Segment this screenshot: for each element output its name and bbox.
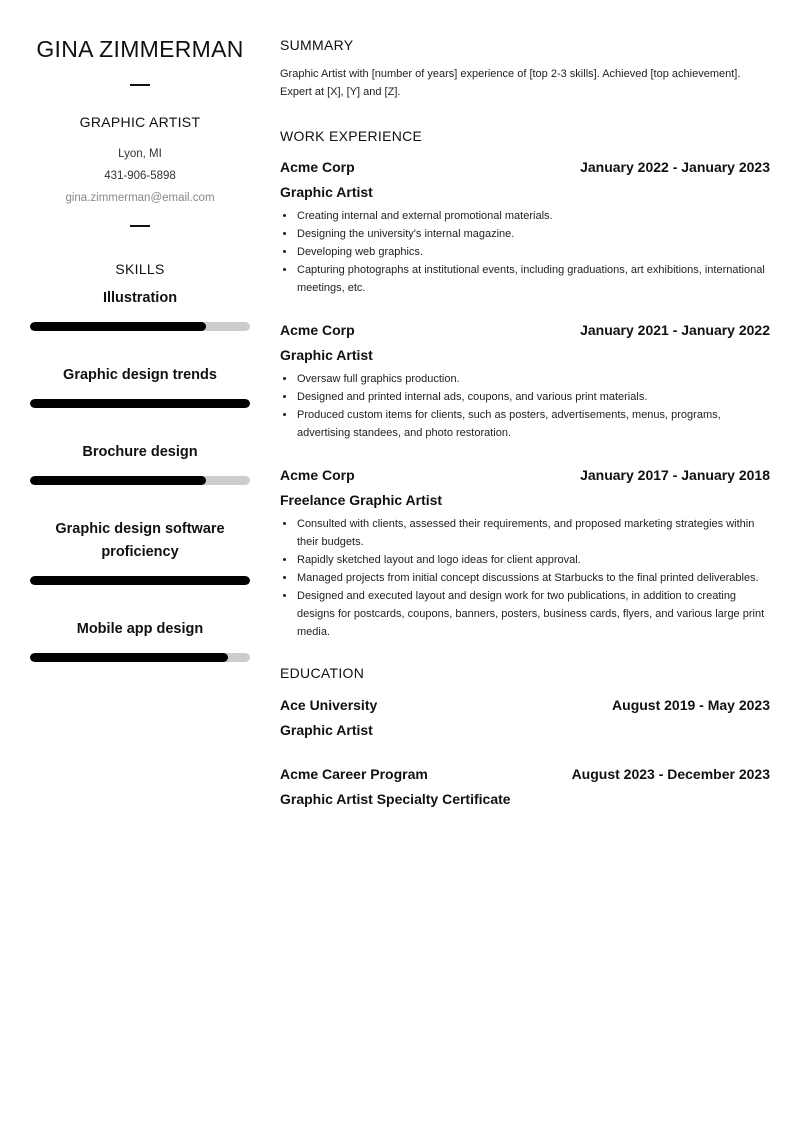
skill-bar — [30, 322, 250, 331]
company-name: Acme Corp — [280, 467, 355, 483]
location: Lyon, MI — [118, 148, 162, 160]
bullet-item: • Produced custom items for clients, such as posters, advertisements, menus, programs, advertising standees, and photo restoration. — [296, 406, 770, 442]
bullet-item: • Managed projects from initial concept discussions at Starbucks to the final printed deliverables. — [296, 569, 770, 587]
skill-name: Mobile app design — [76, 621, 204, 637]
skill-bar-fill — [30, 476, 206, 485]
bullet-item: • Designed and printed internal ads, coupons, and various print materials. — [296, 388, 770, 406]
job-dates: January 2017 - January 2018 — [580, 467, 770, 483]
main-content — [280, 0, 770, 808]
school-name: Acme Career Program — [280, 766, 428, 782]
skills-heading: SKILLS — [115, 261, 165, 277]
candidate-name: GINA ZIMMERMAN — [36, 36, 244, 62]
skill-bar-fill — [30, 576, 250, 585]
phone: 431-906-5898 — [104, 170, 176, 182]
skill-bar — [30, 653, 250, 662]
summary-heading: SUMMARY — [280, 37, 354, 53]
bullet-item: • Consulted with clients, assessed their requirements, and proposed marketing strategies within their budgets. — [296, 515, 770, 551]
job-role: Graphic Artist — [280, 347, 373, 363]
job-role: Graphic Artist — [280, 184, 373, 200]
job-entry — [280, 158, 770, 297]
degree: Graphic Artist — [280, 722, 373, 738]
job-title: GRAPHIC ARTIST — [79, 114, 201, 130]
skill-bar — [30, 576, 250, 585]
divider — [130, 84, 150, 86]
bullet-item: • Capturing photographs at institutional events, including graduations, art exhibitions, international meetings, etc. — [296, 261, 770, 297]
job-role: Freelance Graphic Artist — [280, 492, 443, 508]
job-dates: January 2022 - January 2023 — [580, 159, 770, 175]
divider — [130, 225, 150, 227]
education-entry — [280, 696, 770, 739]
skill-bar — [30, 399, 250, 408]
skill-item — [30, 518, 250, 585]
skill-item — [30, 441, 250, 485]
work-experience-heading: WORK EXPERIENCE — [280, 128, 423, 144]
email: gina.zimmerman@email.com — [65, 192, 215, 204]
company-name: Acme Corp — [280, 322, 355, 338]
skill-bar — [30, 476, 250, 485]
skill-item — [30, 618, 250, 662]
skill-name: Brochure design — [82, 444, 198, 460]
bullet-item: • Designed and executed layout and design work for two publications, in addition to creating designs for postcards, coupons, banners, posters, business cards, flyers, and various large print media. — [296, 587, 770, 641]
job-entry — [280, 321, 770, 442]
school-name: Ace University — [280, 697, 378, 713]
bullet-item: • Developing web graphics. — [296, 243, 770, 261]
skill-bar-fill — [30, 322, 206, 331]
skill-bar-fill — [30, 399, 250, 408]
job-dates: January 2021 - January 2022 — [580, 322, 770, 338]
bullet-item: • Rapidly sketched layout and logo ideas for client approval. — [296, 551, 770, 569]
skill-bar-fill — [30, 653, 228, 662]
job-entry — [280, 466, 770, 641]
contact-info — [30, 143, 250, 209]
job-bullets — [280, 515, 770, 641]
skill-item — [30, 287, 250, 331]
job-bullets — [280, 370, 770, 442]
sidebar — [30, 0, 250, 662]
skill-name: Graphic design software proficiency — [55, 521, 225, 560]
summary-text: Graphic Artist with [number of years] experience of [top 2-3 skills]. Achieved [top achievement]. Expert at [X], [Y] and [Z]. — [280, 68, 741, 98]
bullet-item: • Creating internal and external promotional materials. — [296, 207, 770, 225]
education-heading: EDUCATION — [280, 665, 365, 681]
degree: Graphic Artist Specialty Certificate — [280, 791, 511, 807]
job-bullets — [280, 207, 770, 297]
bullet-item: • Oversaw full graphics production. — [296, 370, 770, 388]
skills-list — [30, 287, 250, 662]
bullet-item: • Designing the university's internal magazine. — [296, 225, 770, 243]
skill-item — [30, 364, 250, 408]
skill-name: Graphic design trends — [63, 367, 217, 383]
company-name: Acme Corp — [280, 159, 355, 175]
skill-name: Illustration — [102, 290, 178, 306]
education-dates: August 2019 - May 2023 — [612, 697, 770, 713]
education-dates: August 2023 - December 2023 — [571, 766, 770, 782]
education-entry — [280, 765, 770, 808]
